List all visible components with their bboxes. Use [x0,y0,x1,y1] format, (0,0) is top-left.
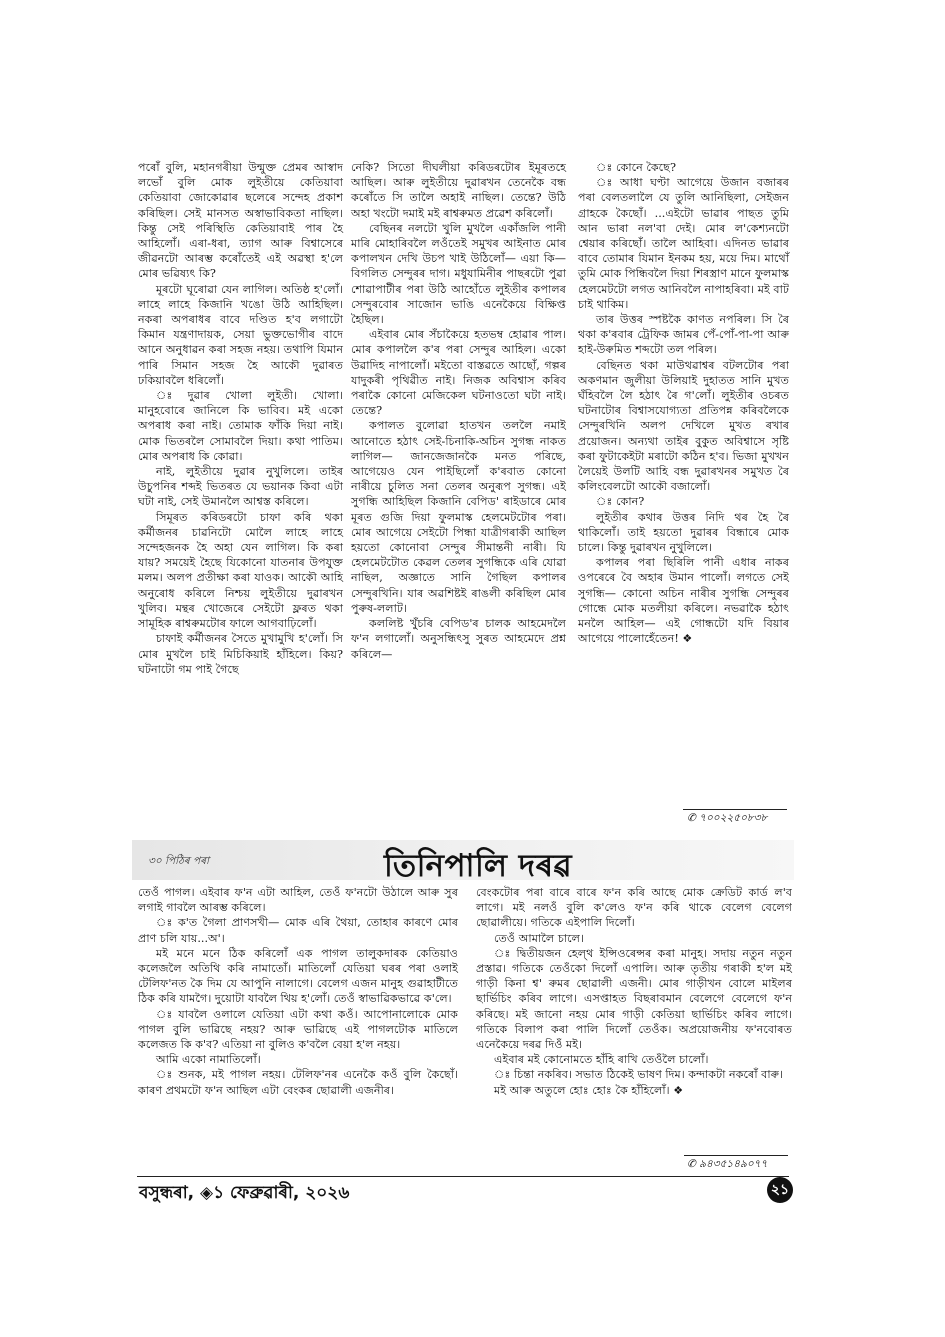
paragraph: পৰোঁ বুলি, মহানগৰীয়া উন্মুক্ত প্ৰেমৰ আস্বাদ লভোঁ বুলি মোক লুইতীয়ে কেতিয়াবা কেতিয়াবা জোকোৱাৰ ছলেৰে সন্দেহ প্ৰকাশ কৰিছিল। সেই মানসত অস্বাভাবিকতা নাছিল। কিন্তু সেই পৰিস্থিতি কেতিয়াবাই পাৰ হৈ আহিলোঁ। এৰা-ধৰা, ত্যাগ আৰু বিশ্বাসেৰে জীৱনটো আৰম্ভ কৰোঁতেই এই অৱস্থা হ'লে মোৰ ভৱিষ্যৎ কি? [138,161,343,281]
paragraph: নাই, লুইতীয়ে দুৱাৰ নুখুলিলে। তাইৰ উচুপনিৰ শব্দই ভিতৰত যে ভয়ানক কিবা এটা ঘটা নাই, সেই উমানলৈ আশ্বস্ত কৰিলে। [138,465,343,509]
bottom-article-phone: ✆ ৯৪৩৫১৪৯০৭৭ [687,1158,768,1170]
paragraph: ঃ দুৱাৰ খোলা লুইতী। খোলা। মানুহবোৰে জানিলে কি ভাবিব। মই একো অপৰাধ কৰা নাই। তোমাক ফাঁকি দিয়া নাই। মোক ভিতৰলৈ সোমাবলৈ দিয়া। কথা পাতিম। মোৰ অপৰাধ কি কোৱা। [138,389,343,463]
paragraph: কললিষ্ট খুঁচৰি বেপিড'ৰ চালক আহমেদলৈ ফ'ন লগালোঁ। অনুসন্ধিৎসু সুৰত আহমেদে প্ৰশ্ন কৰিলে— [351,617,566,661]
paragraph: এইবাৰ মই কোনোমতে হাঁহি ৰাখি তেওঁলৈ চালোঁ। [494,1053,709,1067]
top-article-phone: ✆ ৭০০২২৫০৮৩৮ [687,812,768,824]
paragraph: আমি একো নামাতিলোঁ। [156,1053,261,1067]
top-article-column-2 [351,160,566,662]
paragraph: ঃ দ্বিতীয়জন হেল্থ ইন্সিওৰেন্সৰ কৰা মানুহ। সদায় নতুন নতুন প্ৰস্তাৱ। গতিকে তেওঁকো দিলোঁ এপালি। আৰু তৃতীয় গৰাকী হ'ল মই গাড়ী কিনা শ্ব' ৰুমৰ ছোৱালী এজনী। মোৰ গাড়ীখন বোলে মাইলৰ ছাৰ্ভিচিং কৰিব লাগে। এসপ্তাহত বিছৰাবমান বেলেগে বেলেগে ফ'ন কৰিছে। মই জানো নহয় মোৰ গাড়ী কেতিয়া ছাৰ্ভিচিং কৰিব লাগে। গতিকে বিলাপ কৰা পালি দিলোঁ তেওঁক। অপ্ৰয়োজনীয় ফ'নবোৰত এনেকৈয়ে দৰৱ দিওঁ মই। [476,946,792,1052]
top-article-column-1 [138,160,343,677]
paragraph: বেংকটোৰ পৰা বাৰে বাৰে ফ'ন কৰি আছে মোক ক্ৰেডিট কাৰ্ড ল'ব লাগে। মই নলওঁ বুলি ক'লেও ফ'ন কৰি থাকে বেলেগ বেলেগ ছোৱালীয়ে। গতিকে এইপালি দিলোঁ। [476,886,792,930]
magazine-footer: বসুন্ধৰা, ◈১ ফেব্ৰুৱাৰী, ২০২৬ [139,1183,350,1203]
paragraph: ঃ আধা ঘণ্টা আগেয়ে উজান বজাৰৰ পৰা বেলতলালৈ যে তুলি আনিছিলা, সেইজন গ্ৰাহকে কৈছোঁ। ...এইটো ভাৱাৰ পাছত তুমি আন ভাৰা নল'বা দেই। মোৰ ল'কেশ্যনটো শ্বেয়াৰ কৰিছোঁ। তালৈ আহিবা। এদিনত ভাৱাৰ বাবে তোমাৰ যিমান ইনকম হয়, ময়ে দিম। মাথোঁ তুমি মোক পিন্ধিবলৈ দিয়া শিৰস্ত্ৰাণ মানে ফুলমাস্ক হেলমেটটো লগত আনিবলৈ নাপাহৰিবা। মই বাট চাই থাকিম। [578,176,789,311]
paragraph: মই আৰু অতুলে হোঃ হোঃ কৈ হাঁহিলোঁ। ❖ [494,1083,684,1097]
paragraph: তেওঁ পাগল। এইবাৰ ফ'ন এটা আহিল, তেওঁ ফ'নটো উঠালে আৰু সুৰ লগাই গাবলৈ আৰম্ভ কৰিলে। [138,886,458,915]
bottom-article-column-1 [138,885,458,1098]
paragraph: ঃ শুনক, মই পাগল নহয়। টেলিফ'নৰ এনেকৈ কওঁ বুলি কৈছোঁ। কাৰণ প্ৰথমটো ফ'ন আছিল এটা বেংকৰ ছোৱালী এজনীৰ। [138,1068,458,1097]
paragraph: তাৰ উত্তৰ স্পষ্টকৈ কাণত নপৰিল। সি ৰৈ থকা ক'ৰবাৰ ট্ৰেফিক জামৰ পেঁ-পোঁ-পা-পা আৰু হাই-উৰুমিত শব্দটো তল পৰিল। [578,313,789,357]
continued-from-label: ৩০ পিঠিৰ পৰা [148,855,210,867]
paragraph: মূৰটো ঘূৰোৱা যেন লাগিল। অতিষ্ঠ হ'লোঁ। লাহে লাহে কিজানি খঙো উঠি আহিছিল। নকৰা অপৰাধৰ বাবে দণ্ডিত হ'ব লগাটো কিমান যন্ত্ৰণাদায়ক, সেয়া ভুক্তভোগীৰ বাদে আনে অনুধাৱন কৰা সহজ নহয়। তথাপি যিমান পাৰি সিমান সহজ হৈ আকৌ দুৱাৰত ঢকিয়াবলৈ ধৰিলোঁ। [138,282,343,387]
bottom-article-column-2 [476,885,792,1098]
paragraph: এইবাৰ মোৰ সঁচাকৈয়ে হতভম্ব হোৱাৰ পাল। মোৰ কপাললৈ ক'ৰ পৰা সেন্দুৰ আহিল। একো উৱাদিহ নাপালোঁ। মইতো বাস্তৱতে আছোঁ, গল্পৰ যাদুকৰী পৃথিৱীত নাই। নিজক অবিশ্বাস কৰিব পৰাকৈ কোনো মেজিকেল ঘটনাওতো ঘটা নাই। তেন্তে? [351,328,566,418]
paragraph: চাফাই কৰ্মীজনৰ সৈতে মুখামুখি হ'লোঁ। সি মোৰ মুখলৈ চাই মিচিকিয়াই হাঁহিলে। কিয়? ঘটনাটো গম পাই গৈছে [138,632,343,676]
paragraph: নেকি? সিতো দীঘলীয়া কৰিডৰটোৰ ইমূৰতহে আছিল। আৰু লুইতীয়ে দুৱাৰখন তেনেকৈ বন্ধ কৰোঁতে সি তালৈ অহাই নাছিল। তেন্তে? উঠি অহা খংটো দমাই মই ৰাশ্বৰুমত প্ৰৱেশ কৰিলোঁ। [351,161,566,220]
paragraph: বেছিনৰ নলটো খুলি মুখলৈ একাঁজলি পানী মাৰি মোহাৰিবলৈ লওঁতেই সমুখৰ আইনাত মোৰ কপালখন দেখি উচপ খাই উঠিলোঁ— এয়া কি— বিগলিত সেন্দুৰৰ দাগ। মধুযামিনীৰ পাছৰটো পুৱা শোৱাপাটীৰ পৰা উঠি আহোঁতে লুইতীৰ কপালৰ সেন্দুৰবোৰ সাজোন ভাঙি এনেকৈয়ে বিক্ষিপ্ত হৈছিল। [351,221,566,327]
paragraph: তেওঁ আমালৈ চালে। [494,931,584,945]
footer-rule [137,1176,789,1177]
paragraph: ঃ ক'ত গৈলা প্ৰাণসখী— মোক এৰি থৈয়া, তোহাৰ কাৰণে মোৰ প্ৰাণ চলি যায়...অ'। [138,916,458,945]
paragraph: ঃ কোন? [596,495,645,509]
paragraph: মই মনে মনে ঠিক কৰিলোঁ এক পাগল তালুকদাৰক কেতিয়াও কলেজলৈ অতিথি কৰি নামাতোঁ। মাতিলোঁ যেতিয়া ঘৰৰ পৰা ওলাই টেলিফ'নত কৈ দিম যে আপুনি নালাগে। বেলেগ এজন মানুহ গুৱাহাটীতে ঠিক কৰি যামগৈ। দুয়োটা যাবলৈ থিয় হ'লোঁ। তেওঁ স্বাভাৱিকভাৱে ক'লে। [138,946,458,1006]
story-title: তিনিপালি দৰৱ [384,848,573,884]
paragraph: সিমূৰত কৰিডৰটো চাফা কৰি থকা কৰ্মীজনৰ চাৱনিটো মোলৈ লাহে লাহে সন্দেহজনক হৈ অহা যেন লাগিল। কি কৰা যায়? সময়েই হৈছে যিকোনো যাতনাৰ উপযুক্ত মলম। অলপ প্ৰতীক্ষা কৰা যাওক। আকৌ আহি অনুৰোধ কৰিলে নিশ্চয় লুইতীয়ে দুৱাৰখন খুলিব। মন্থৰ খোজেৰে সেইটো ফ্লৰত থকা সামূহিক ৰাশ্বৰুমটোৰ ফালে আগবাঢ়িলোঁ। [138,510,343,631]
paragraph: কপালৰ পৰা ছিৰিলি পানী এধাৰ নাকৰ ওপৰেৰে বৈ অহাৰ উমান পালোঁ। লগতে সেই সুগন্ধি— কোনো অচিন নাৰীৰ সুগন্ধি সেন্দুৰৰ গোন্ধে মোক মতলীয়া কৰিলে। নভৱাকৈ হঠাৎ মনলৈ আহিল— এই গোন্ধটো যদি বিয়াৰ আগেয়ে পালোহেঁতেন! ❖ [578,556,789,646]
paragraph: ঃ যাবলৈ ওলালে যেতিয়া এটা কথা কওঁ। আপোনালোকে মোক পাগল বুলি ভাৱিছে নহয়? আৰু ভাৱিছে এই পাগলটোক মাতিলে কলেজত কি ক'ব? এতিয়া না বুলিও ক'বলৈ বেয়া হ'ল নহয়। [138,1007,458,1052]
paragraph: লুইতীৰ কথাৰ উত্তৰ নিদি থৰ হৈ ৰৈ থাকিলোঁ। তাই হয়তো দুৱাৰৰ বিন্ধাৰে মোক চালে। কিন্তু দুৱাৰখন নুখুলিলে। [578,510,789,555]
paragraph: কপালত বুলোৱা হাতখন তললৈ নমাই আনোতে হঠাৎ সেই-চিনাকি-অচিন সুগন্ধ নাকত লাগিল— জানজেজানকৈ মনত পৰিছে, আগেয়েও যেন পাইছিলোঁ ক'ৰবাত কোনো নাৰীয়ে চুলিত সনা তেলৰ অনুৰূপ সুগন্ধ। এই সুগন্ধি আহিছিল কিজানি বেপিড' ৰাইডাৰে মোৰ মূৰত গুজি দিয়া ফুলমাস্ক হেলমেটটোৰ পৰা। মোৰ আগেয়ে সেইটো পিন্ধা যাত্ৰীগৰাকী আছিল হয়তো কোনোবা সেন্দুৰ সীমান্তনী নাৰী। যি হেলমেটটোত কেৱল তেলৰ সুগন্ধিকে এৰি যোৱা নাছিল, অজ্ঞাতে সানি গৈছিল কপালৰ সেন্দুৰখিনি। যাৰ অৱশিষ্টই ৰাঙলী কৰিছিল মোৰ পুৰুষ-ললাট। [351,419,566,615]
phone-rule-bottom [684,1155,788,1156]
paragraph: ঃ চিন্তা নকৰিব। সভাত ঠিকেই ভাষণ দিম। কন্দাকটা নকৰোঁ বাৰু। [494,1068,784,1082]
phone-rule [683,809,787,810]
top-article-column-3 [578,160,789,647]
story-banner [132,840,794,884]
page-number-badge: ২১ [767,1177,793,1203]
paragraph: বেছিনত থকা মাউথৱাশ্বৰ বটলটোৰ পৰা অকণমান জুলীয়া উলিয়াই দুহাতত সানি মুখত ঘঁহিবলৈ লৈ হঠাৎ ৰৈ গ'লোঁ। লুইতীৰ ওচৰত ঘটনাটোৰ বিশ্বাসযোগ্যতা প্ৰতিপন্ন কৰিবলৈকে সেন্দুৰখিনি অলপ দেখিলে মুখত ৰখাৰ প্ৰয়োজন। অন্যথা তাইৰ বুকুত অবিশ্বাসে সৃষ্টি কৰা ফুটাকেইটা মৰাটো কঠিন হ'ব। ভিজা মুখখন লৈয়েই উলটি আহি বন্ধ দুৱাৰখনৰ সমুখত ৰৈ কলিংবেলটো আকৌ বজালোঁ। [578,358,789,494]
paragraph: ঃ কোনে কৈছে? [596,161,676,174]
